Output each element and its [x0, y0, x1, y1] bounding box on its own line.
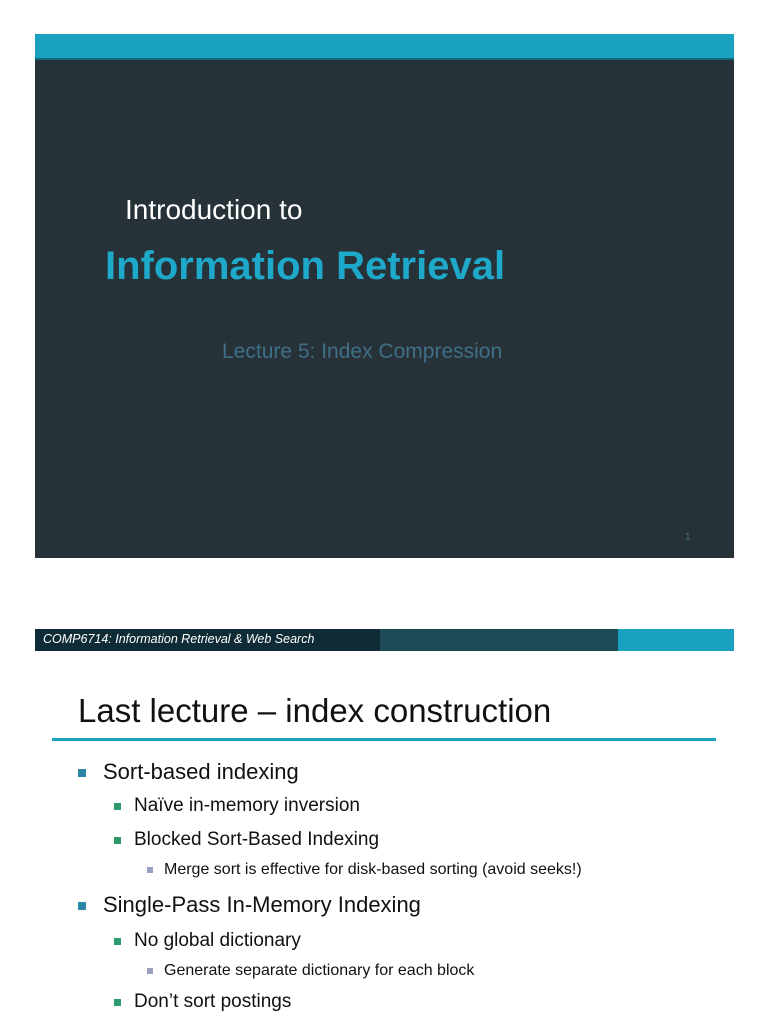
bullet-square-icon — [114, 837, 121, 844]
bullet-square-icon — [114, 803, 121, 810]
bullet-level1 — [103, 759, 299, 785]
course-label: COMP6714: Information Retrieval & Web Search — [43, 632, 315, 646]
slide-intro-text: Introduction to — [125, 194, 303, 225]
bullet-text: Don’t sort postings — [134, 991, 292, 1012]
bullet-text: No global dictionary — [134, 930, 301, 951]
slide-top-bar — [35, 34, 734, 60]
bullet-text: Single-Pass In-Memory Indexing — [103, 892, 421, 917]
slide-subtitle: Lecture 5: Index Compression — [222, 340, 503, 363]
bullet-level3 — [164, 861, 582, 879]
bullet-level2 — [134, 930, 301, 952]
bullet-text: Merge sort is effective for disk-based sorting (avoid seeks!) — [164, 861, 582, 878]
bullet-text: Blocked Sort-Based Indexing — [134, 829, 380, 850]
bullet-level1 — [103, 892, 421, 918]
slide-main-title: Information Retrieval — [105, 244, 506, 288]
bullet-level2 — [134, 991, 291, 1013]
bullet-text: Sort-based indexing — [103, 759, 299, 784]
slide-page-number: 1 — [685, 532, 691, 543]
bullet-square-icon — [147, 867, 153, 873]
heading-underline — [52, 738, 716, 741]
bullet-text: Generate separate dictionary for each block — [164, 962, 475, 979]
bullet-square-icon — [114, 999, 121, 1006]
bullet-square-icon — [78, 769, 86, 777]
title-slide — [35, 34, 734, 558]
bullet-text: Naïve in-memory inversion — [134, 795, 360, 816]
bullet-square-icon — [114, 938, 121, 945]
bullet-level3 — [164, 962, 474, 980]
slide-header-bar — [35, 629, 734, 651]
bullet-level2 — [134, 795, 360, 817]
slide-heading: Last lecture – index construction — [78, 692, 552, 729]
header-accent-block — [618, 629, 734, 651]
bullet-square-icon — [78, 902, 86, 910]
bullet-level2 — [134, 829, 379, 851]
bullet-square-icon — [147, 968, 153, 974]
